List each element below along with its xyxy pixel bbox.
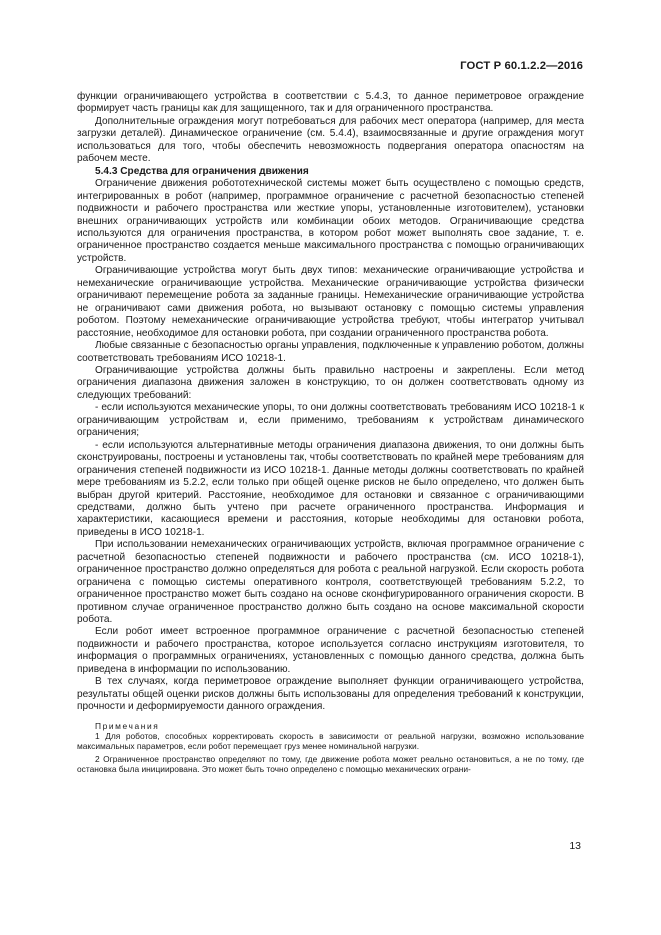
paragraph: В тех случаях, когда периметровое ограждение выполняет функции ограничивающего устройства, результаты общей оценки рисков должны быть использованы для определения требований к конструкции, прочности и деформируемости данного ограждения. (77, 676, 584, 713)
page-number: 13 (569, 840, 581, 852)
paragraph: Ограничивающие устройства должны быть правильно настроены и закреплены. Если метод ограничения диапазона движения заложен в конструкцию, то он должен соответствовать одному из следующих требований: (77, 364, 584, 401)
paragraph: Ограничение движения робототехнической системы может быть осуществлено с помощью средств, интегрированных в робот (например, программное ограничение с расчетной безопасностью степеней подвижности и рабочего пространства или жесткие упоры, установленные изготовителем), установки внешних ограничивающих устройств или комбинации обоих методов. Ограничивающие средства используются для ограничения пространства, в котором робот может выполнять свое задание, т. е. ограниченное пространство создается меньше максимального пространства с помощью ограничивающих устройств. (77, 178, 584, 264)
notes-section (77, 721, 584, 775)
paragraph: При использовании немеханических ограничивающих устройств, включая программное ограничение с расчетной безопасностью степеней подвижности и рабочего пространства (см. ИСО 10218-1), ограниченное пространство должно определяться для робота с реальной нагрузкой. Если скорость робота ограничена с помощью системы оперативного контроля, соответствующей требованиям 5.2.2, то ограниченное пространство может быть создано на основе сконфигурированного ограничения скорости. В противном случае ограниченное пространство должно быть создано на основе максимальной скорости робота. (77, 539, 584, 626)
document-header: ГОСТ Р 60.1.2.2—2016 (460, 60, 583, 72)
note-item: 2 Ограниченное пространство определяют по тому, где движение робота может реально остановиться, а не по тому, где остановка была инициирована. Это может быть точно определено с помощью механических ограни- (77, 753, 584, 775)
paragraph: Любые связанные с безопасностью органы управления, подключенные к управлению роботом, должны соответствовать требованиям ИСО 10218-1. (77, 340, 584, 364)
paragraph: функции ограничивающего устройства в соответствии с 5.4.3, то данное периметровое ограждение формирует часть границы как для защищенного, так и для ограниченного пространства. (77, 91, 584, 115)
paragraph: Дополнительные ограждения могут потребоваться для рабочих мест оператора (например, для места загрузки деталей). Динамическое ограничение (см. 5.4.4), взаимосвязанные и другие ограждения могут использоваться для того, чтобы обеспечить невозможность подвергания оператора опасностям на рабочем месте. (77, 115, 584, 165)
paragraph: Если робот имеет встроенное программное ограничение с расчетной безопасностью степеней подвижности и рабочего пространства, которое используется согласно инструкциям изготовителя, то информация о программных ограничениях, установленных с помощью данного средства, должна быть приведена в информации по использованию. (77, 626, 584, 675)
list-item: - если используются механические упоры, то они должны соответствовать требованиям ИСО 10218-1 к ограничивающим устройствам и, если применимо, требованиям к устройствам динамического ограничения; (77, 402, 584, 439)
document-body (77, 91, 584, 777)
note-item: 1 Для роботов, способных корректировать скорость в зависимости от реальной нагрузки, возможно использование максимальных параметров, если робот перемещает груз менее номинальной нагрузки. (77, 731, 584, 752)
paragraph: Ограничивающие устройства могут быть двух типов: механические ограничивающие устройства и немеханические ограничивающие устройства. Механические ограничивающие устройства физически ограничивают перемещение робота за заданные границы. Немеханические ограничивающие устройства не ограничивают сами движения робота, но вызывают остановку с помощью системы управления роботом. Поэтому немеханические ограничивающие устройства требуют, чтобы интегратор учитывал расстояние, необходимое для остановки робота, при создании ограниченного пространства робота. (77, 265, 584, 339)
notes-title: Примечания (95, 720, 160, 731)
section-heading: 5.4.3 Средства для ограничения движения (95, 165, 309, 177)
list-item: - если используются альтернативные методы ограничения диапазона движения, то они должны быть сконструированы, построены и установлены так, чтобы соответствовать по крайней мере требованиям для ограничения степеней подвижности из ИСО 10218-1. Данные методы должны соответствовать по крайней мере требованиям из 5.2.2, если только при общей оценке рисков не было определено, что должен быть выбран другой критерий. Расстояние, необходимое для остановки и связанное с ограничивающими средствами, должно быть учтено при расчете ограниченного пространства. Информация и характеристики, касающиеся времени и расстояния, которые необходимы для остановки робота, приведены в ИСО 10218-1. (77, 439, 584, 538)
